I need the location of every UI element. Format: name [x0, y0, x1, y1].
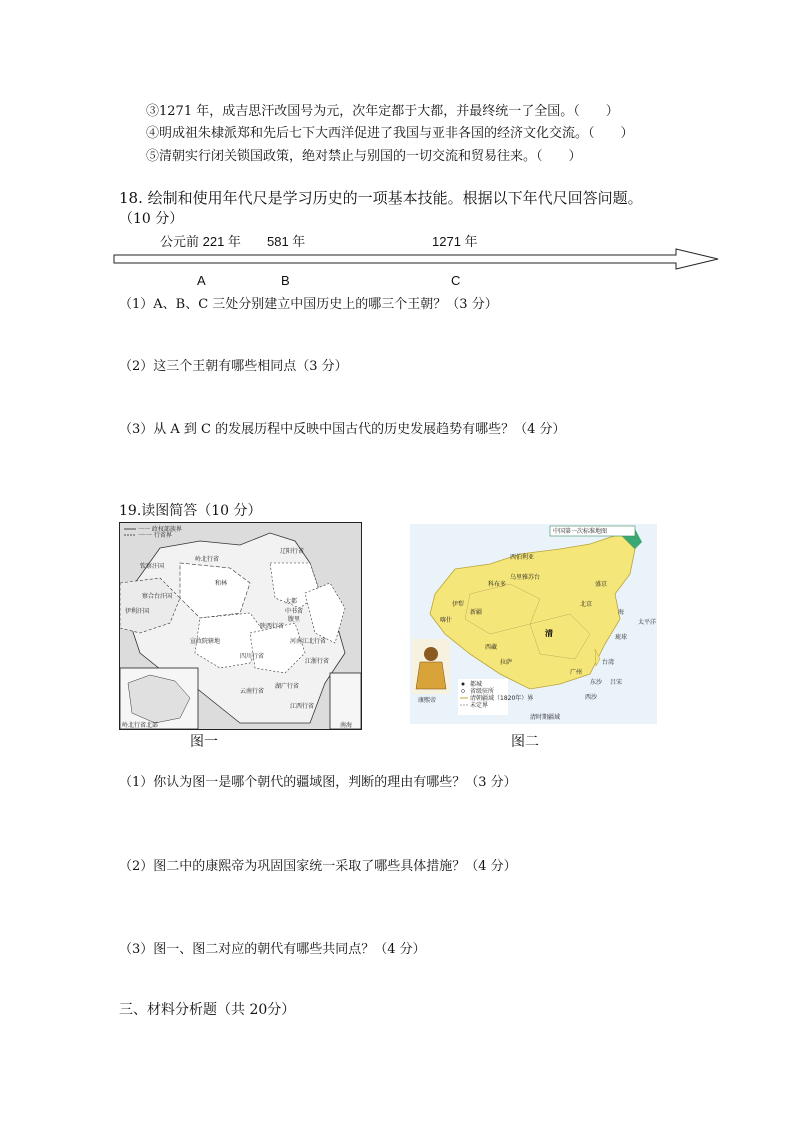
- map2-label-hai: 海: [618, 609, 625, 616]
- section3-title: 三、材料分析题（共 20分）: [119, 1002, 296, 1018]
- map2-label-qing: 清: [545, 629, 553, 638]
- map2-label-shengjing: 盛京: [595, 581, 608, 588]
- map2-label-lasa: 拉萨: [500, 659, 513, 666]
- map2-label-lvsong: 吕宋: [610, 679, 623, 686]
- q18-sub3: （3）从 A 到 C 的发展历程中反映中国古代的历史发展趋势有哪些？（4 分）: [119, 422, 566, 437]
- map-figure-1: [119, 522, 362, 730]
- map1-label-shaanxi: 陕西行省: [260, 623, 285, 630]
- map1-label-jiangzhe: 江浙行省: [305, 658, 330, 665]
- map1-legend-1: 一一 政权部族界: [138, 526, 182, 533]
- q19-sub3: （3）图一、图二对应的朝代有哪些共同点？（4 分）: [119, 942, 426, 957]
- map2-label-xinjiang: 新疆: [470, 609, 483, 616]
- statement-3: ③1271 年，成吉思汗改国号为元，次年定都于大都，并最终统一了全国。（ ）: [146, 104, 619, 119]
- timeline-point-c: C: [451, 273, 461, 288]
- map1-caption: 图一: [190, 734, 218, 750]
- map2-label-dongsha: 东沙: [590, 679, 603, 686]
- q19-sub2: （2）图二中的康熙帝为巩固国家统一采取了哪些具体措施？（4 分）: [119, 859, 517, 874]
- timeline-year-c: 1271 年: [432, 234, 478, 249]
- map2-label-siberia: 西伯利亚: [510, 554, 535, 561]
- map1-legend-2: 一·一 行省界: [138, 532, 172, 539]
- map1-label-lingbei: 岭北行省: [195, 556, 220, 563]
- map1-inset-label: 岭北行省北部: [122, 722, 159, 729]
- statement-5: ⑤清朝实行闭关锁国政策，绝对禁止与别国的一切交流和贸易往来。（ ）: [146, 149, 582, 164]
- map2-label-taiwan: 台湾: [602, 659, 615, 666]
- q18-sub1: （1）A、B、C 三处分别建立中国历史上的哪三个王朝？（3 分）: [119, 297, 498, 312]
- map1-label-helin: 和林: [215, 580, 228, 587]
- map2-legend-2: 省级驻所: [470, 688, 495, 695]
- map2-legend-4: 未定界: [470, 702, 489, 709]
- map1-label-qincha: 钦察汗国: [140, 563, 165, 570]
- timeline-year-a: 公元前 221 年: [160, 234, 241, 249]
- map2-label-kashi: 喀什: [440, 617, 453, 624]
- map2-label-kebuduo: 科布多: [488, 581, 507, 588]
- map2-legend-3: 清朝疆域（1820年）界: [470, 695, 534, 702]
- map2-label-xisha: 西沙: [585, 694, 598, 701]
- map-figure-2: [410, 524, 657, 724]
- map1-label-sichuan: 四川行省: [240, 653, 265, 660]
- map2-label-yili: 伊犁: [452, 601, 465, 608]
- timeline-year-b: 581 年: [267, 234, 306, 249]
- q19-title: 19.读图简答（10 分）: [119, 503, 262, 519]
- map2-label-beijing: 北京: [580, 601, 593, 608]
- map2-legend-1: 都城: [470, 681, 483, 688]
- map1-label-huguang: 湖广行省: [275, 683, 300, 690]
- timeline-point-b: B: [281, 273, 290, 288]
- map2-label-liuqiu: 琉球: [615, 634, 628, 641]
- map1-label-liaoyang: 辽阳行省: [280, 548, 305, 555]
- timeline-arrow: [110, 246, 725, 274]
- map1-label-xuanzheng: 宣政院辖地: [190, 638, 221, 645]
- map1-label-jiangxi: 江西行省: [290, 703, 315, 710]
- map2-figure-label: 康熙帝: [418, 697, 437, 704]
- statement-4: ④明成祖朱棣派郑和先后七下大西洋促进了我国与亚非各国的经济文化交流。（ ）: [146, 126, 634, 141]
- q18-score: （10 分）: [119, 211, 184, 227]
- map2-label-taipingyang: 太平洋: [638, 619, 657, 626]
- map2-caption: 图二: [511, 734, 539, 750]
- map1-label-chahetai: 察合台汗国: [142, 593, 173, 600]
- timeline-point-a: A: [197, 273, 206, 288]
- map2-label-wuliyasutai: 乌里雅苏台: [510, 574, 541, 581]
- map1-inset2-label: 南海: [340, 722, 353, 729]
- map1-label-yili: 伊利汗国: [125, 608, 150, 615]
- map2-label-guangzhou: 广州: [570, 669, 583, 676]
- map1-label-zhongshu: 中书省: [285, 608, 304, 615]
- map2-top-label: 中国第一次标准地图: [553, 528, 608, 535]
- map1-label-yunnan: 云南行省: [240, 688, 265, 695]
- map2-bottom-label: 清时期疆域: [530, 714, 561, 721]
- q19-sub1: （1）你认为图一是哪个朝代的疆域图，判断的理由有哪些？（3 分）: [119, 775, 517, 790]
- q18-stem: 18. 绘制和使用年代尺是学习历史的一项基本技能。根据以下年代尺回答问题。: [119, 189, 643, 207]
- map1-label-fuli: 腹里: [288, 616, 301, 623]
- map1-label-dadu: 大都: [285, 598, 298, 605]
- map1-label-henan: 河南江北行省: [290, 638, 327, 645]
- q18-sub2: （2）这三个王朝有哪些相同点（3 分）: [119, 359, 348, 374]
- map2-label-xizang: 西藏: [485, 644, 498, 651]
